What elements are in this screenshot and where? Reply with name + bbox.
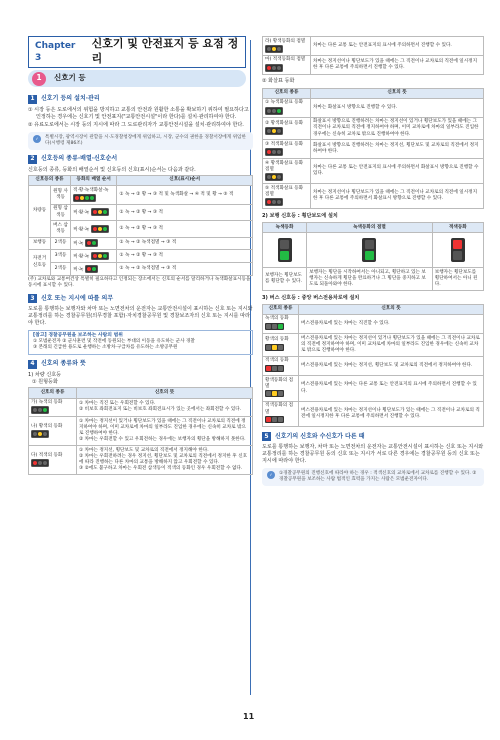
table-cell: 차마는 정지선이나 횡단보도가 있을 때에는 그 직전이나 교차로의 직전에 일시정지한 후 다른 교통에 주의하면서 화살표시 방향으로 진행할 수 있다. (311, 184, 484, 209)
paragraph: 도로를 통행하는 보행자, 차마 또는 노면전차의 운전자는 교통안전시설이 표시하는 신호 또는 지시와 교통정리를 하는 경찰공무원 등의 신호 또는 지시가 서로 다른 경우에는 경찰공무원 등의 신호 또는 지시에 따라야 한다. (262, 444, 484, 465)
subsection-title: 신호기의 신호와 수신호가 다른 때 (275, 432, 365, 440)
table-cell (263, 356, 299, 375)
table-row (263, 268, 484, 291)
table-cell: 차마는 다른 교통 또는 안전표지의 표시에 주의하면서 진행할 수 있다. (311, 37, 484, 56)
table-cell: 자전거 신호등 (29, 250, 51, 275)
paragraph: ① 시장 등은 도로에서의 위험을 방지하고 교통의 안전과 원활한 소통을 확보하기 위하여 필요하다고 인정하는 경우에는 신호기 및 안전표지("교통안전시설"이라 한다)를 설치·관리하여야 한다. (28, 107, 249, 120)
table-row (263, 356, 484, 375)
table-row (29, 250, 253, 263)
pedestrian-signal-table (262, 222, 484, 291)
table-header: 신호의 뜻 (77, 388, 253, 398)
note-text: 특별시장, 광역시장이 관할을 시·도경찰청장에게 위임하고, 시장, 군수의 권한을 경찰서장에게 위임한다(시행령 제86조) (45, 134, 246, 146)
table-row (263, 334, 484, 357)
table-cell (29, 446, 77, 475)
reference-title: [참고] 경찰공무원을 보조하는 사람의 범위 (33, 332, 123, 338)
table-header: 녹색등화 (263, 223, 307, 233)
section-1-header (28, 70, 246, 87)
signal-name: ① 녹색화살표 등화 (265, 100, 304, 106)
table-row (29, 398, 253, 417)
signal-name: 다) 적색의 등화 (31, 452, 63, 458)
table-row (263, 159, 484, 184)
lamp-order: 적·황·녹 (73, 254, 90, 260)
subsection-5 (262, 432, 484, 441)
subsection-number: 2 (28, 155, 37, 164)
subsection-2 (28, 155, 253, 164)
pedestrian-green-icon (278, 238, 292, 262)
table-row (29, 186, 253, 205)
table-cell: 버스전용차로에 있는 차마는 정지선이 있거나 횡단보도가 있을 때에는 그 직전이나 교차로의 직전에 정지하여야 하며, 이미 교차로에 차마의 일부라도 진입한 경우에는 신속히 교차로 밖으로 진행하여야 한다. (299, 334, 484, 357)
traffic-light-icon (265, 64, 283, 72)
signal-name: 녹색의 등화 (265, 316, 289, 322)
lamp-order: 적·황·녹색화살·녹 (73, 187, 109, 193)
subsection-number: 1 (28, 95, 37, 104)
table-header: 신호의 뜻 (311, 88, 484, 98)
signal-name: ② 황색화살표 등화 (265, 121, 304, 127)
table-cell (263, 376, 299, 402)
table-cell (71, 204, 117, 220)
signal-name: 적색의 등화 (265, 358, 289, 364)
table-header: 신호(표시)순서 (117, 175, 253, 185)
table-cell (432, 233, 483, 268)
bus-signal-table (262, 304, 484, 428)
right-column (262, 36, 484, 489)
table-header: 등화의 배열 순서 (71, 175, 117, 185)
pedestrian-light-icon (85, 239, 98, 247)
table-cell: ① 차마는 정지선, 횡단보도 및 교차로의 직전에서 정지해야 한다. ② 차마는 우회전하려는 경우 정지선, 횡단보도 및 교차로의 직전에서 정지한 후 신호에 따라 진행하는 다른 차마의 교통을 방해하지 않고 우회전할 수 있다. ③ ②에도 불구하고 차마는 우회전 삼색등이 적색의 등화인 경우 우회전할 수 없다. (77, 446, 253, 475)
table-cell: 보행자는 횡단보도를 횡단하여서는 아니 된다. (432, 268, 483, 291)
table-row (263, 117, 484, 140)
table-row (29, 417, 253, 446)
table-cell (263, 140, 311, 159)
paragraph: 도로를 통행하는 보행자와 차마 또는 노면전차의 운전자는 교통안전시설이 표시하는 신호 또는 지시와 교통정리를 하는 경찰공무원(의무경찰 포함)·자치경찰공무원 및 경찰보조자의 신호 또는 지시를 따라야 한다. (28, 306, 253, 326)
table-cell: ① 녹 → ② 녹색점멸 → ③ 적 (117, 263, 253, 276)
reference-text: ③ 본래의 긴급한 용도로 운행하는 소방차·구급차를 유도하는 소방공무원 (33, 345, 178, 351)
signal-name: 황색등화의 점멸 (265, 377, 294, 389)
subsection-number: 4 (28, 360, 37, 369)
table-header: 신호의 뜻 (299, 304, 484, 314)
traffic-light-icon (265, 45, 283, 53)
reference-text: ① 모범운전자 ② 군사훈련 및 작전에 동원되는 부대의 이동을 유도하는 군사 경찰 (33, 339, 195, 345)
table-cell (263, 233, 307, 268)
table-header: 적색등화 (432, 223, 483, 233)
paragraph: 신호등의 종류, 등화의 배열순서 및 신호등의 신호(표시)순서는 다음과 같다. (28, 167, 196, 173)
table-cell: 화살표시 방향으로 진행하려는 차마는 정지선이 있거나 횡단보도가 있을 때에는 그 직전이나 교차로의 직전에 정지하여야 하며, 이미 교차로에 차마의 일부라도 진입한 경우에는 신속히 교차로 밖으로 진행하여야 한다. (311, 117, 484, 140)
table-cell: 버스전용차로에 있는 차마는 직진할 수 있다. (299, 314, 484, 333)
table-row (29, 237, 253, 250)
table-row (263, 55, 484, 74)
bus-light-icon (265, 416, 284, 423)
table-row (263, 140, 484, 159)
note-box (262, 468, 484, 486)
traffic-light-icon (31, 406, 49, 414)
table-cell (263, 37, 311, 56)
lamp-order: 적·황·녹 (73, 227, 90, 233)
table-cell: ① 녹 → ② 황 → ③ 적 (117, 250, 253, 263)
signal-name: 황색의 등화 (265, 337, 289, 343)
lamp-order: 적·녹 (73, 241, 84, 247)
table-row (29, 263, 253, 276)
subsection-title: 신호등의 종류·배열·신호순서 (41, 155, 118, 163)
subsection-title: 신호기 등의 설치·관리 (41, 95, 100, 103)
table-cell: 버스전용차로에 있는 차마는 정지선, 횡단보도 및 교차로의 직전에서 정지하여야 한다. (299, 356, 484, 375)
table-cell: ① 녹 → ② 황 → ③ 적 (117, 221, 253, 237)
paragraph: 2) 보행 신호등 : 횡단보도에 설치 (262, 213, 338, 220)
reference-box (28, 330, 253, 355)
table-cell: 2색등 (51, 237, 71, 250)
signal-name: 나) 황색의 등화 (31, 423, 63, 429)
signal-name: 적색등화의 점멸 (265, 403, 294, 415)
paragraph: 1) 차량 신호등 (28, 371, 62, 378)
subsection-3 (28, 294, 253, 303)
table-row (263, 376, 484, 402)
signal-name: 라) 황색등화의 점멸 (265, 38, 306, 44)
table-cell: 버스전용차로에 있는 차마는 정지선이나 횡단보도가 있는 때에는 그 직전이나 교차로의 직전에 일시정지한 후 다른 교통에 주의하면서 진행할 수 있다. (299, 401, 484, 427)
traffic-light-icon (31, 430, 49, 438)
traffic-light-icon (91, 208, 109, 216)
table-header: 신호의 종류 (29, 388, 77, 398)
note-box (28, 132, 253, 150)
table-cell: 버스전용차로에 있는 차마는 다른 교통 또는 안전표지의 표시에 주의하면서 진행할 수 있다. (299, 376, 484, 402)
arrow-light-icon (265, 107, 283, 115)
bus-light-icon (265, 344, 284, 351)
subsection-number: 3 (28, 294, 37, 303)
table-cell: 보행등 (29, 237, 51, 250)
table-cell (263, 98, 311, 117)
signal-name: 가) 녹색의 등화 (31, 400, 63, 406)
arrow-light-icon (265, 198, 283, 206)
subsection-title: 신호의 종류와 뜻 (41, 360, 86, 368)
pedestrian-flashing-icon (362, 238, 376, 262)
table-header: 신호등의 종류 (29, 175, 71, 185)
subsection-title: 신호 또는 지시에 따를 의무 (41, 294, 114, 302)
table-cell: 차마는 정지선이나 횡단보도가 있을 때에는 그 직전이나 교차로의 직전에 일시정지한 후 다른 교통에 주의하면서 진행할 수 있다. (311, 55, 484, 74)
table-cell (71, 237, 117, 250)
table-cell: ① 차마는 정지선이 있거나 횡단보도가 있을 때에는 그 직전이나 교차로의 직전에 정지하여야 하며, 이미 교차로에 차마의 일부라도 진입한 경우에는 신속히 교차로 밖으로 진행하여야 한다. ② 차마는 우회전할 수 있고 우회전하는 경우에는 보행자의 횡단을 방해하지 못한다. (77, 417, 253, 446)
chapter-label: Chapter 3 (35, 40, 76, 63)
table-row (29, 221, 253, 237)
table-cell: 버스 삼색등 (51, 221, 71, 237)
table-cell (71, 250, 117, 263)
chapter-header (28, 36, 246, 68)
table-row (263, 184, 484, 209)
paragraph: 3) 버스 신호등 : 중앙 버스전용차로에 설치 (262, 294, 360, 301)
arrow-light-icon (265, 173, 283, 181)
arrow-signal-table (262, 88, 484, 210)
subsection-1 (28, 95, 253, 104)
paragraph: ① 원형등화 (32, 379, 58, 386)
table-cell (263, 401, 299, 427)
pedestrian-red-icon (451, 238, 465, 262)
table-cell: 보행자는 횡단을 시작하여서는 아니되고, 횡단하고 있는 보행자는 신속하게 횡단을 완료하거나 그 횡단을 중지하고 보도로 되돌아와야 한다. (307, 268, 433, 291)
paragraph: ② 유료도로에서는 시장 등의 지시에 따라 그 도로관리자가 교통안전시설을 설치·관리하여야 한다. (28, 121, 244, 128)
signal-name: ③ 적색화살표 등화 (265, 141, 304, 147)
bicycle-light-icon (85, 265, 98, 273)
bus-light-icon (265, 323, 284, 330)
table-cell (71, 263, 117, 276)
traffic-light-icon (31, 459, 49, 467)
section-title: 신호기 등 (54, 73, 86, 83)
paragraph: ② 화살표 등화 (262, 77, 295, 84)
chapter-title: 신호기 및 안전표지 등 요점 정리 (91, 37, 239, 65)
table-cell (263, 55, 311, 74)
table-cell: ① 녹 → ② 황 → ③ 적 (117, 204, 253, 220)
table-row (263, 37, 484, 56)
signal-meaning-table (28, 387, 253, 475)
table-cell: 원형 사색등 (51, 186, 71, 205)
table-cell (71, 221, 117, 237)
table-cell (29, 417, 77, 446)
subsection-4 (28, 360, 253, 369)
bicycle-light-icon (91, 252, 109, 260)
table-row (263, 98, 484, 117)
table-cell: ① 차마는 직진 또는 우회전할 수 있다. ② 비보호 좌회전표지 또는 비보호 좌회전표시가 있는 곳에서는 좌회전할 수 있다. (77, 398, 253, 417)
section-number: 1 (32, 72, 46, 86)
traffic-light-icon (91, 225, 109, 233)
table-header: 신호의 종류 (263, 88, 311, 98)
lamp-order: 적·황·녹 (73, 210, 90, 216)
signal-name: 마) 적색등화의 점멸 (265, 57, 306, 63)
table-cell (29, 398, 77, 417)
table-cell (71, 186, 117, 205)
table-cell: 원형 삼색등 (51, 204, 71, 220)
info-icon: ✓ (267, 471, 275, 479)
info-icon: ✓ (33, 135, 41, 143)
table-cell (263, 159, 311, 184)
page-number: 11 (243, 712, 255, 721)
note-text: ①경찰공무원의 진행신호에 따라야 하는 경우 : 적색신호의 교차로에서 교차로를 진행할 수 있다. ②경찰공무원을 보조하는 사람 법적인 효력을 가지는 사람은 모범운전자이다. (279, 471, 477, 483)
arrow-light-icon (265, 127, 283, 135)
table-header: 녹색등화의 점멸 (307, 223, 433, 233)
signal-name: ④ 황색화살표 등화 점멸 (265, 160, 304, 172)
bus-light-icon (265, 365, 284, 372)
left-column (28, 90, 253, 475)
table-cell: 차마는 화살표시 방향으로 진행할 수 있다. (311, 98, 484, 117)
table-cell: 3색등 (51, 250, 71, 263)
table-cell: 차량등 (29, 186, 51, 238)
table-row (263, 314, 484, 333)
table-header: 신호의 종류 (263, 304, 299, 314)
lamp-order: 적·녹 (73, 267, 84, 273)
table-row (29, 446, 253, 475)
table-row (263, 233, 484, 268)
signal-name: ⑤ 적색화살표 등화 점멸 (265, 185, 304, 197)
table-row (29, 204, 253, 220)
table-cell (263, 117, 311, 140)
table-cell: 2색등 (51, 263, 71, 276)
table-cell (307, 233, 433, 268)
arrow-light-icon (265, 148, 283, 156)
flashing-signal-table (262, 36, 484, 75)
table-cell: ① 녹 → ② 황 → ③ 적 및 녹색화살 → ④ 적 및 황 → ⑤ 적 (117, 186, 253, 205)
bus-light-icon (265, 390, 284, 397)
table-cell (263, 334, 299, 357)
table-cell (263, 314, 299, 333)
subsection-number: 5 (262, 432, 271, 441)
table-cell: 화살표시 방향으로 진행하려는 차마는 정지선, 횡단보도 및 교차로의 직전에서 정지하여야 한다. (311, 140, 484, 159)
table-cell: 보행자는 횡단보도를 횡단할 수 있다. (263, 268, 307, 291)
table-cell: 차마는 다른 교통 또는 안전표지의 표시에 주의하면서 화살표시 방향으로 진행할 수 있다. (311, 159, 484, 184)
footnote: (주) 교차로와 교통여건상 특별히 필요하다고 인정되는 장소에서는 신호의 순서를 달리하거나 녹색화살표시등을 동시에 표시할 수 있다. (28, 276, 251, 288)
table-cell (263, 184, 311, 209)
traffic-light-icon (73, 194, 96, 202)
table-row (263, 401, 484, 427)
table-cell: ① 녹 → ② 녹색점멸 → ③ 적 (117, 237, 253, 250)
signal-order-table (28, 175, 253, 276)
